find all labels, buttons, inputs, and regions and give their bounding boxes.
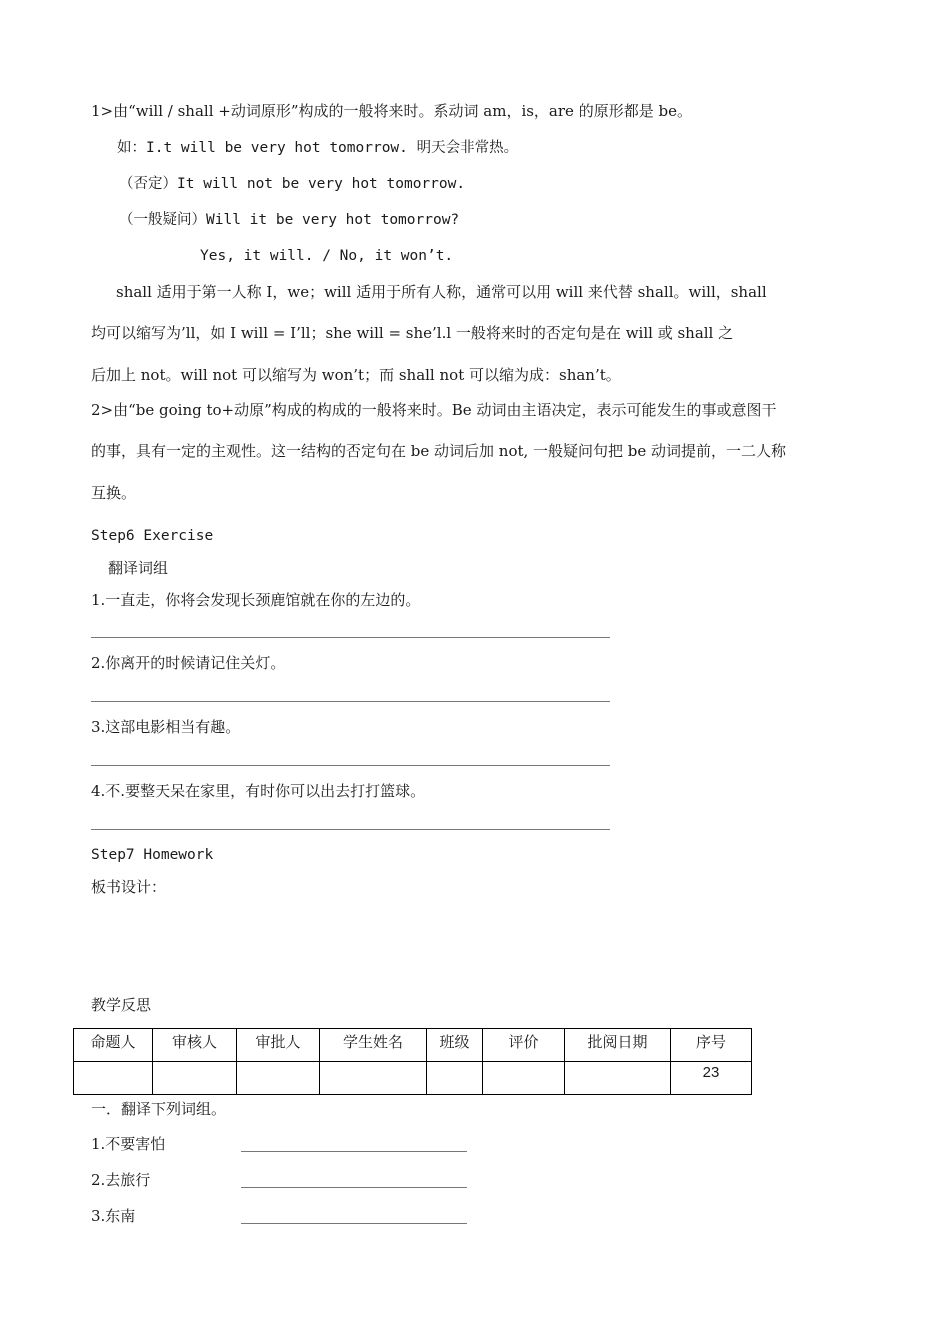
step6-item-3: 3.这部电影相当有趣。 (91, 718, 241, 736)
exercise-item-3: 3.东南 (91, 1207, 136, 1225)
section1-note-line1: shall 适用于第一人称 I，we；will 适用于所有人称，通常可以用 will 来代替 shall。will，shall (116, 283, 767, 301)
section1-heading: 1>由“will / shall +动词原形”构成的一般将来时。系动词 am，is，are 的原形都是 be。 (91, 102, 692, 120)
header-cell: 学生姓名 (320, 1029, 427, 1062)
board-design-label: 板书设计： (91, 878, 167, 896)
step7-title: Step7 Homework (91, 847, 214, 863)
step6-item-1: 1.一直走，你将会发现长颈鹿馆就在你的左边的。 (91, 591, 421, 609)
section2-line1: 2>由“be going to+动原”构成的构成的一般将来时。Be 动词由主语决定，表示可能发生的事或意图干 (91, 401, 777, 419)
value-cell (237, 1062, 320, 1095)
reflection-label: 教学反思 (91, 996, 152, 1014)
section1-question: （一般疑问）Will it be very hot tomorrow? (119, 212, 460, 228)
header-cell: 审核人 (153, 1029, 237, 1062)
value-cell (565, 1062, 671, 1095)
value-cell (74, 1062, 153, 1095)
exercise-answer-line-2 (241, 1187, 467, 1188)
exercise-item-1: 1.不要害怕 (91, 1135, 166, 1153)
value-cell (483, 1062, 565, 1095)
step6-item-2: 2.你离开的时候请记住关灯。 (91, 654, 286, 672)
serial-number-cell: 23 (671, 1062, 752, 1095)
exercise-title: 一．翻译下列词组。 (91, 1100, 227, 1118)
value-cell (427, 1062, 483, 1095)
table-value-row (74, 1062, 752, 1095)
step6-item-4: 4.不.要整天呆在家里，有时你可以出去打打篮球。 (91, 782, 426, 800)
value-cell (320, 1062, 427, 1095)
header-cell: 序号 (671, 1029, 752, 1062)
section1-answer: Yes, it will. / No, it won’t. (200, 248, 454, 264)
section1-negative: （否定）It will not be very hot tomorrow. (119, 176, 466, 192)
step6-subtitle: 翻译词组 (108, 559, 169, 577)
section1-note-line2: 均可以缩写为’ll，如 I will = I’ll；she will = she’l.l 一般将来时的否定句是在 will 或 shall 之 (91, 324, 734, 342)
section2-line2: 的事，具有一定的主观性。这一结构的否定句在 be 动词后加 not, 一般疑问句把 be 动词提前，一二人称 (91, 442, 787, 460)
answer-line-3 (91, 765, 610, 766)
step6-title: Step6 Exercise (91, 528, 214, 544)
answer-line-1 (91, 637, 610, 638)
header-cell: 批阅日期 (565, 1029, 671, 1062)
exercise-item-2: 2.去旅行 (91, 1171, 151, 1189)
header-cell: 评价 (483, 1029, 565, 1062)
answer-line-2 (91, 701, 610, 702)
table-header-row (74, 1029, 752, 1062)
answer-line-4 (91, 829, 610, 830)
section1-example: 如：I.t will be very hot tomorrow. 明天会非常热。 (117, 140, 519, 156)
section1-note-line3: 后加上 not。will not 可以缩写为 won’t；而 shall not 可以缩为成：shan’t。 (91, 366, 621, 384)
value-cell (153, 1062, 237, 1095)
info-table (73, 1028, 752, 1095)
exercise-answer-line-3 (241, 1223, 467, 1224)
header-cell: 命题人 (74, 1029, 153, 1062)
header-cell: 审批人 (237, 1029, 320, 1062)
header-cell: 班级 (427, 1029, 483, 1062)
section2-line3: 互换。 (91, 484, 137, 502)
exercise-answer-line-1 (241, 1151, 467, 1152)
